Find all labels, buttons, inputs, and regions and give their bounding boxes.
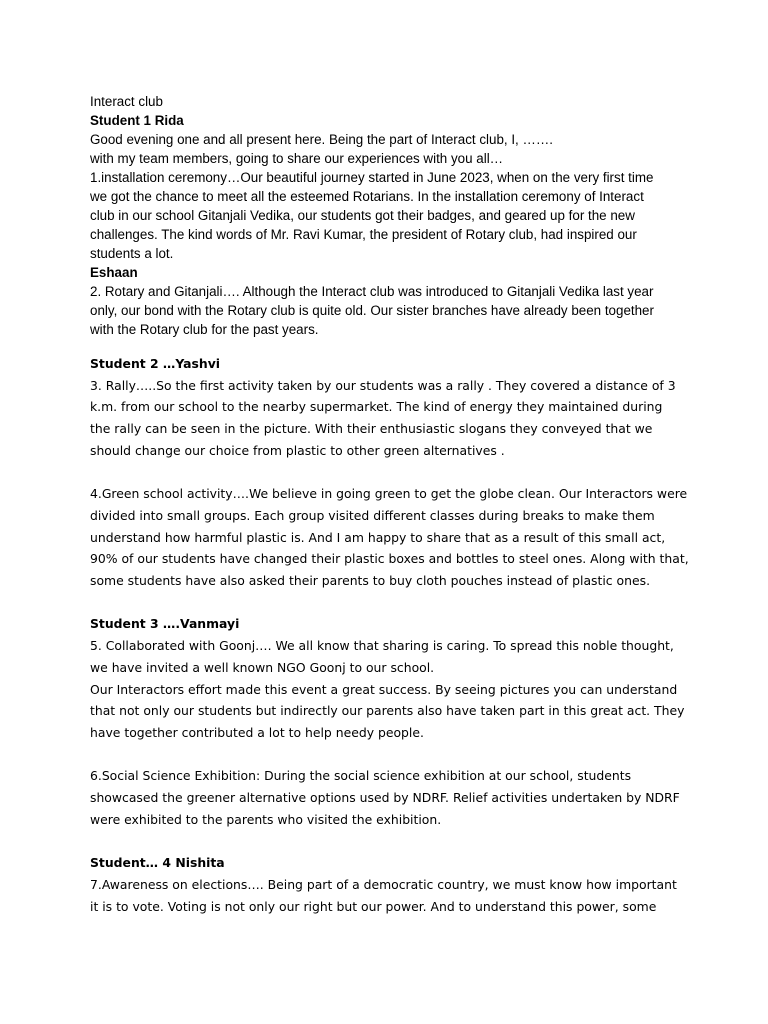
paragraph-line: 3. Rally…..So the first activity taken by our students was a rally . They covered a distance of 3 [90, 377, 676, 393]
paragraph-line: with the Rotary club for the past years. [90, 322, 319, 337]
paragraph-line: divided into small groups. Each group visited different classes during breaks to make them [90, 507, 655, 523]
paragraph-line: we have invited a well known NGO Goonj to our school. [90, 659, 435, 675]
paragraph-line: club in our school Gitanjali Vedika, our students got their badges, and geared up for the new [90, 208, 635, 223]
eshaan-heading: Eshaan [90, 265, 138, 280]
paragraph-line: some students have also asked their parents to buy cloth pouches instead of plastic ones. [90, 573, 651, 589]
student-1-heading: Student 1 Rida [90, 113, 184, 128]
paragraph-spacer [90, 744, 690, 766]
paragraph-line: 6.Social Science Exhibition: During the social science exhibition at our school, students [90, 768, 632, 784]
paragraph-line: were exhibited to the parents who visited the exhibition. [90, 811, 442, 827]
paragraph-line: 7.Awareness on elections…. Being part of a democratic country, we must know how important [90, 876, 677, 892]
student-4-heading: Student… 4 Nishita [90, 855, 225, 871]
paragraph-line: 90% of our students have changed their plastic boxes and bottles to steel ones. Along with that, [90, 551, 689, 567]
paragraph-spacer [90, 830, 690, 852]
paragraph-line: understand how harmful plastic is. And I am happy to share that as a result of this small act, [90, 529, 666, 545]
paragraph-line: showcased the greener alternative options used by NDRF. Relief activities undertaken by NDRF [90, 790, 680, 806]
student-2-heading: Student 2 …Yashvi [90, 356, 221, 371]
document-title: Interact club [90, 94, 163, 109]
paragraph-spacer [90, 462, 690, 484]
paragraph-line: 2. Rotary and Gitanjali…. Although the Interact club was introduced to Gitanjali Vedika last year [90, 284, 654, 299]
paragraph-line: the rally can be seen in the picture. With their enthusiastic slogans they conveyed that we [90, 421, 653, 437]
paragraph-line: we got the chance to meet all the esteemed Rotarians. In the installation ceremony of Interact [90, 189, 644, 204]
paragraph-line: should change our choice from plastic to other green alternatives . [90, 442, 505, 458]
paragraph-line: k.m. from our school to the nearby supermarket. The kind of energy they maintained during [90, 399, 663, 415]
paragraph-line: it is to vote. Voting is not only our right but our power. And to understand this power, some [90, 898, 657, 914]
paragraph-line: Good evening one and all present here. Being the part of Interact club, I, ……. [90, 132, 554, 147]
paragraph-line: that not only our students but indirectly our parents also have taken part in this great act. They [90, 703, 685, 719]
paragraph-line: students a lot. [90, 246, 174, 261]
paragraph-line: challenges. The kind words of Mr. Ravi Kumar, the president of Rotary club, had inspired our [90, 227, 637, 242]
section-intro [90, 92, 690, 339]
paragraph-line: 5. Collaborated with Goonj…. We all know that sharing is caring. To spread this noble thought, [90, 638, 674, 654]
section-students [90, 353, 690, 917]
paragraph-line: 1.installation ceremony…Our beautiful journey started in June 2023, when on the very first time [90, 170, 654, 185]
paragraph-spacer [90, 592, 690, 614]
paragraph-line: Our Interactors effort made this event a great success. By seeing pictures you can understand [90, 681, 678, 697]
paragraph-line: with my team members, going to share our experiences with you all… [90, 151, 504, 166]
student-3-heading: Student 3 ….Vanmayi [90, 616, 240, 632]
paragraph-line: 4.Green school activity….We believe in going green to get the globe clean. Our Interactors were [90, 486, 688, 502]
paragraph-line: have together contributed a lot to help needy people. [90, 724, 424, 740]
paragraph-line: only, our bond with the Rotary club is quite old. Our sister branches have already been together [90, 303, 654, 318]
